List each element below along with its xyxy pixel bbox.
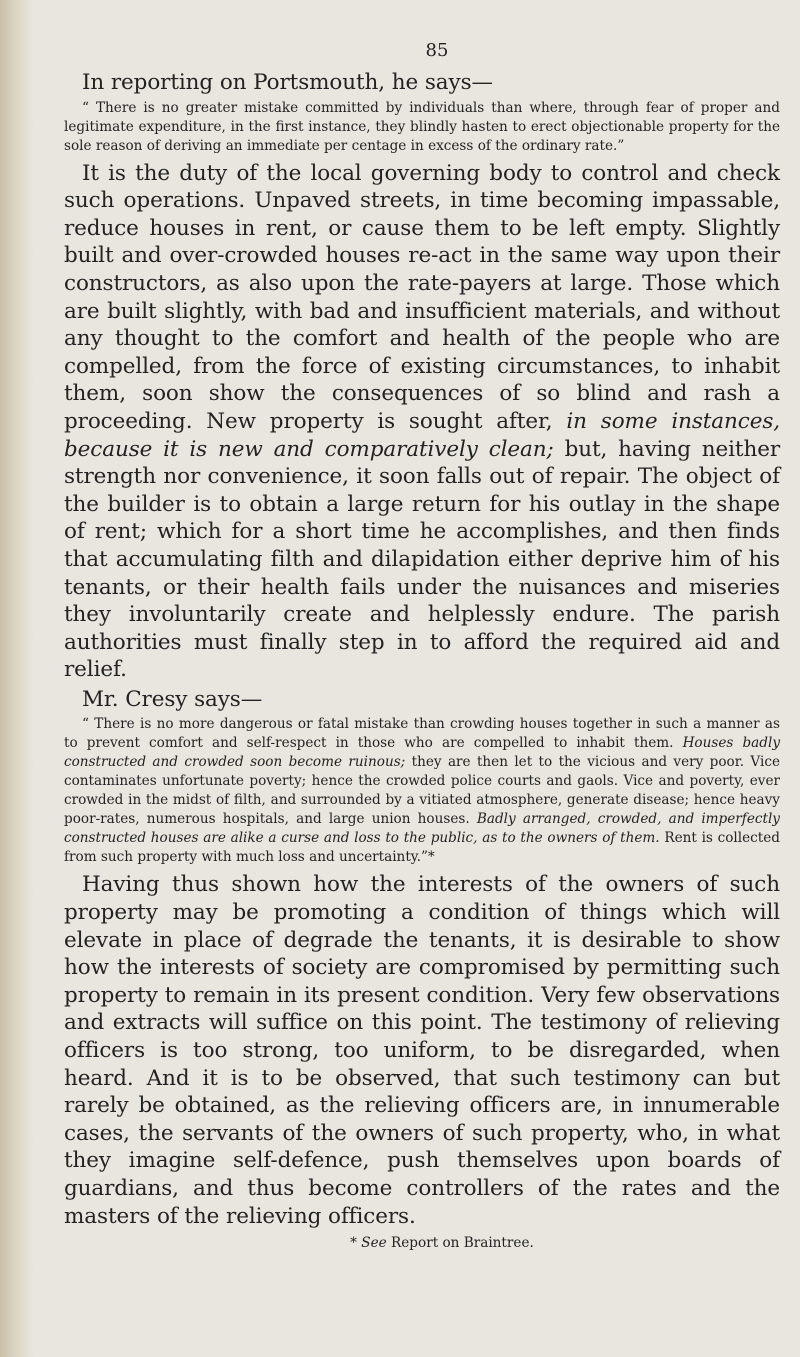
footnote xyxy=(64,1234,780,1252)
italic-phrase: Badly arranged, crowded, and imperfectly constructed houses are alike a curse and loss to the public, as to the owners of them. xyxy=(64,811,780,847)
paragraph-local-governing-body xyxy=(64,160,780,684)
page-number: 85 xyxy=(425,40,449,61)
paragraph-interests-of-society: Having thus shown how the interests of the owners of such property may be promoting a condition of things which will elevate in place of degrade the tenants, it is desirable to show how the interests of society are compromised by permitting such property to remain in its present condition. Very few observations and extracts will suffice on this point. The testimony of relieving officers is too strong, too uniform, to be disregarded, when heard. And it is to be observed, that such testimony can but rarely be obtained, as the relieving officers are, in innumerable cases, the servants of the owners of such property, who, in what they imagine self-defence, push themselves upon boards of guardians, and thus become controllers of the rates and the masters of the relieving officers. xyxy=(64,872,780,1229)
quote-text: they are then let to the vicious and very poor. Vice contaminates unfortunate poverty; hence the crowded police courts and gaols. Vice and poverty, ever crowded in the midst of filth, and surrounded by a vitiated atmosphere, generate disease; hence heavy poor-rates, numerous hospitals, and large union houses. xyxy=(64,754,780,828)
quote-portsmouth: “ There is no greater mistake committed by individuals than where, through fear of proper and legitimate expenditure, in the first instance, they blindly hasten to erect objectionable property for the sole reason of deriving an immediate per centage in excess of the ordinary rate.” xyxy=(64,99,780,154)
page-edge-shadow xyxy=(0,0,34,1357)
paragraph-text: but, having neither strength nor convenience, it soon falls out of repair. The object of the builder is to obtain a large return for his outlay in the shape of rent; which for a short time he accomplishes, and then finds that accumulating filth and dilapidation either deprive him of his tenants, or their health fails under the nuisances and miseries they involuntarily create and helplessly endure. The parish authorities must finally step in to afford the required aid and relief. xyxy=(64,436,781,683)
quote-cresy xyxy=(64,715,780,867)
italic-phrase: in some instances, because it is new and comparatively clean; xyxy=(64,408,781,462)
footnote-text: Report on Braintree. xyxy=(391,1235,534,1252)
book-page xyxy=(64,40,780,1252)
quote-text: “ There is no more dangerous or fatal mistake than crowding houses together in such a manner as to prevent comfort and self-respect in those who are compelled to inhabit them. xyxy=(64,716,780,752)
italic-phrase: Houses badly constructed and crowded soon become ruinous; xyxy=(64,735,780,771)
paragraph-text: It is the duty of the local governing body to control and check such operations. Unpaved streets, in time becoming impassable, reduce houses in rent, or cause them to be left empty. Slightly built and over-crowded houses re-act in the same way upon their constructors, as also upon the rate-payers at large. Those which are built slightly, with bad and insufficient materials, and without any thought to the comfort and health of the people who are compelled, from the force of existing circumstances, to inhabit them, soon show the consequences of so blind and rash a proceeding. New property is sought after, xyxy=(64,160,780,434)
intro-line: In reporting on Portsmouth, he says— xyxy=(82,70,493,95)
footnote-italic: See xyxy=(361,1235,387,1252)
cresy-intro: Mr. Cresy says— xyxy=(82,686,263,712)
quote-text: Rent is collected from such property with much loss and uncertainty.”* xyxy=(64,830,780,866)
footnote-mark: * xyxy=(350,1235,357,1252)
